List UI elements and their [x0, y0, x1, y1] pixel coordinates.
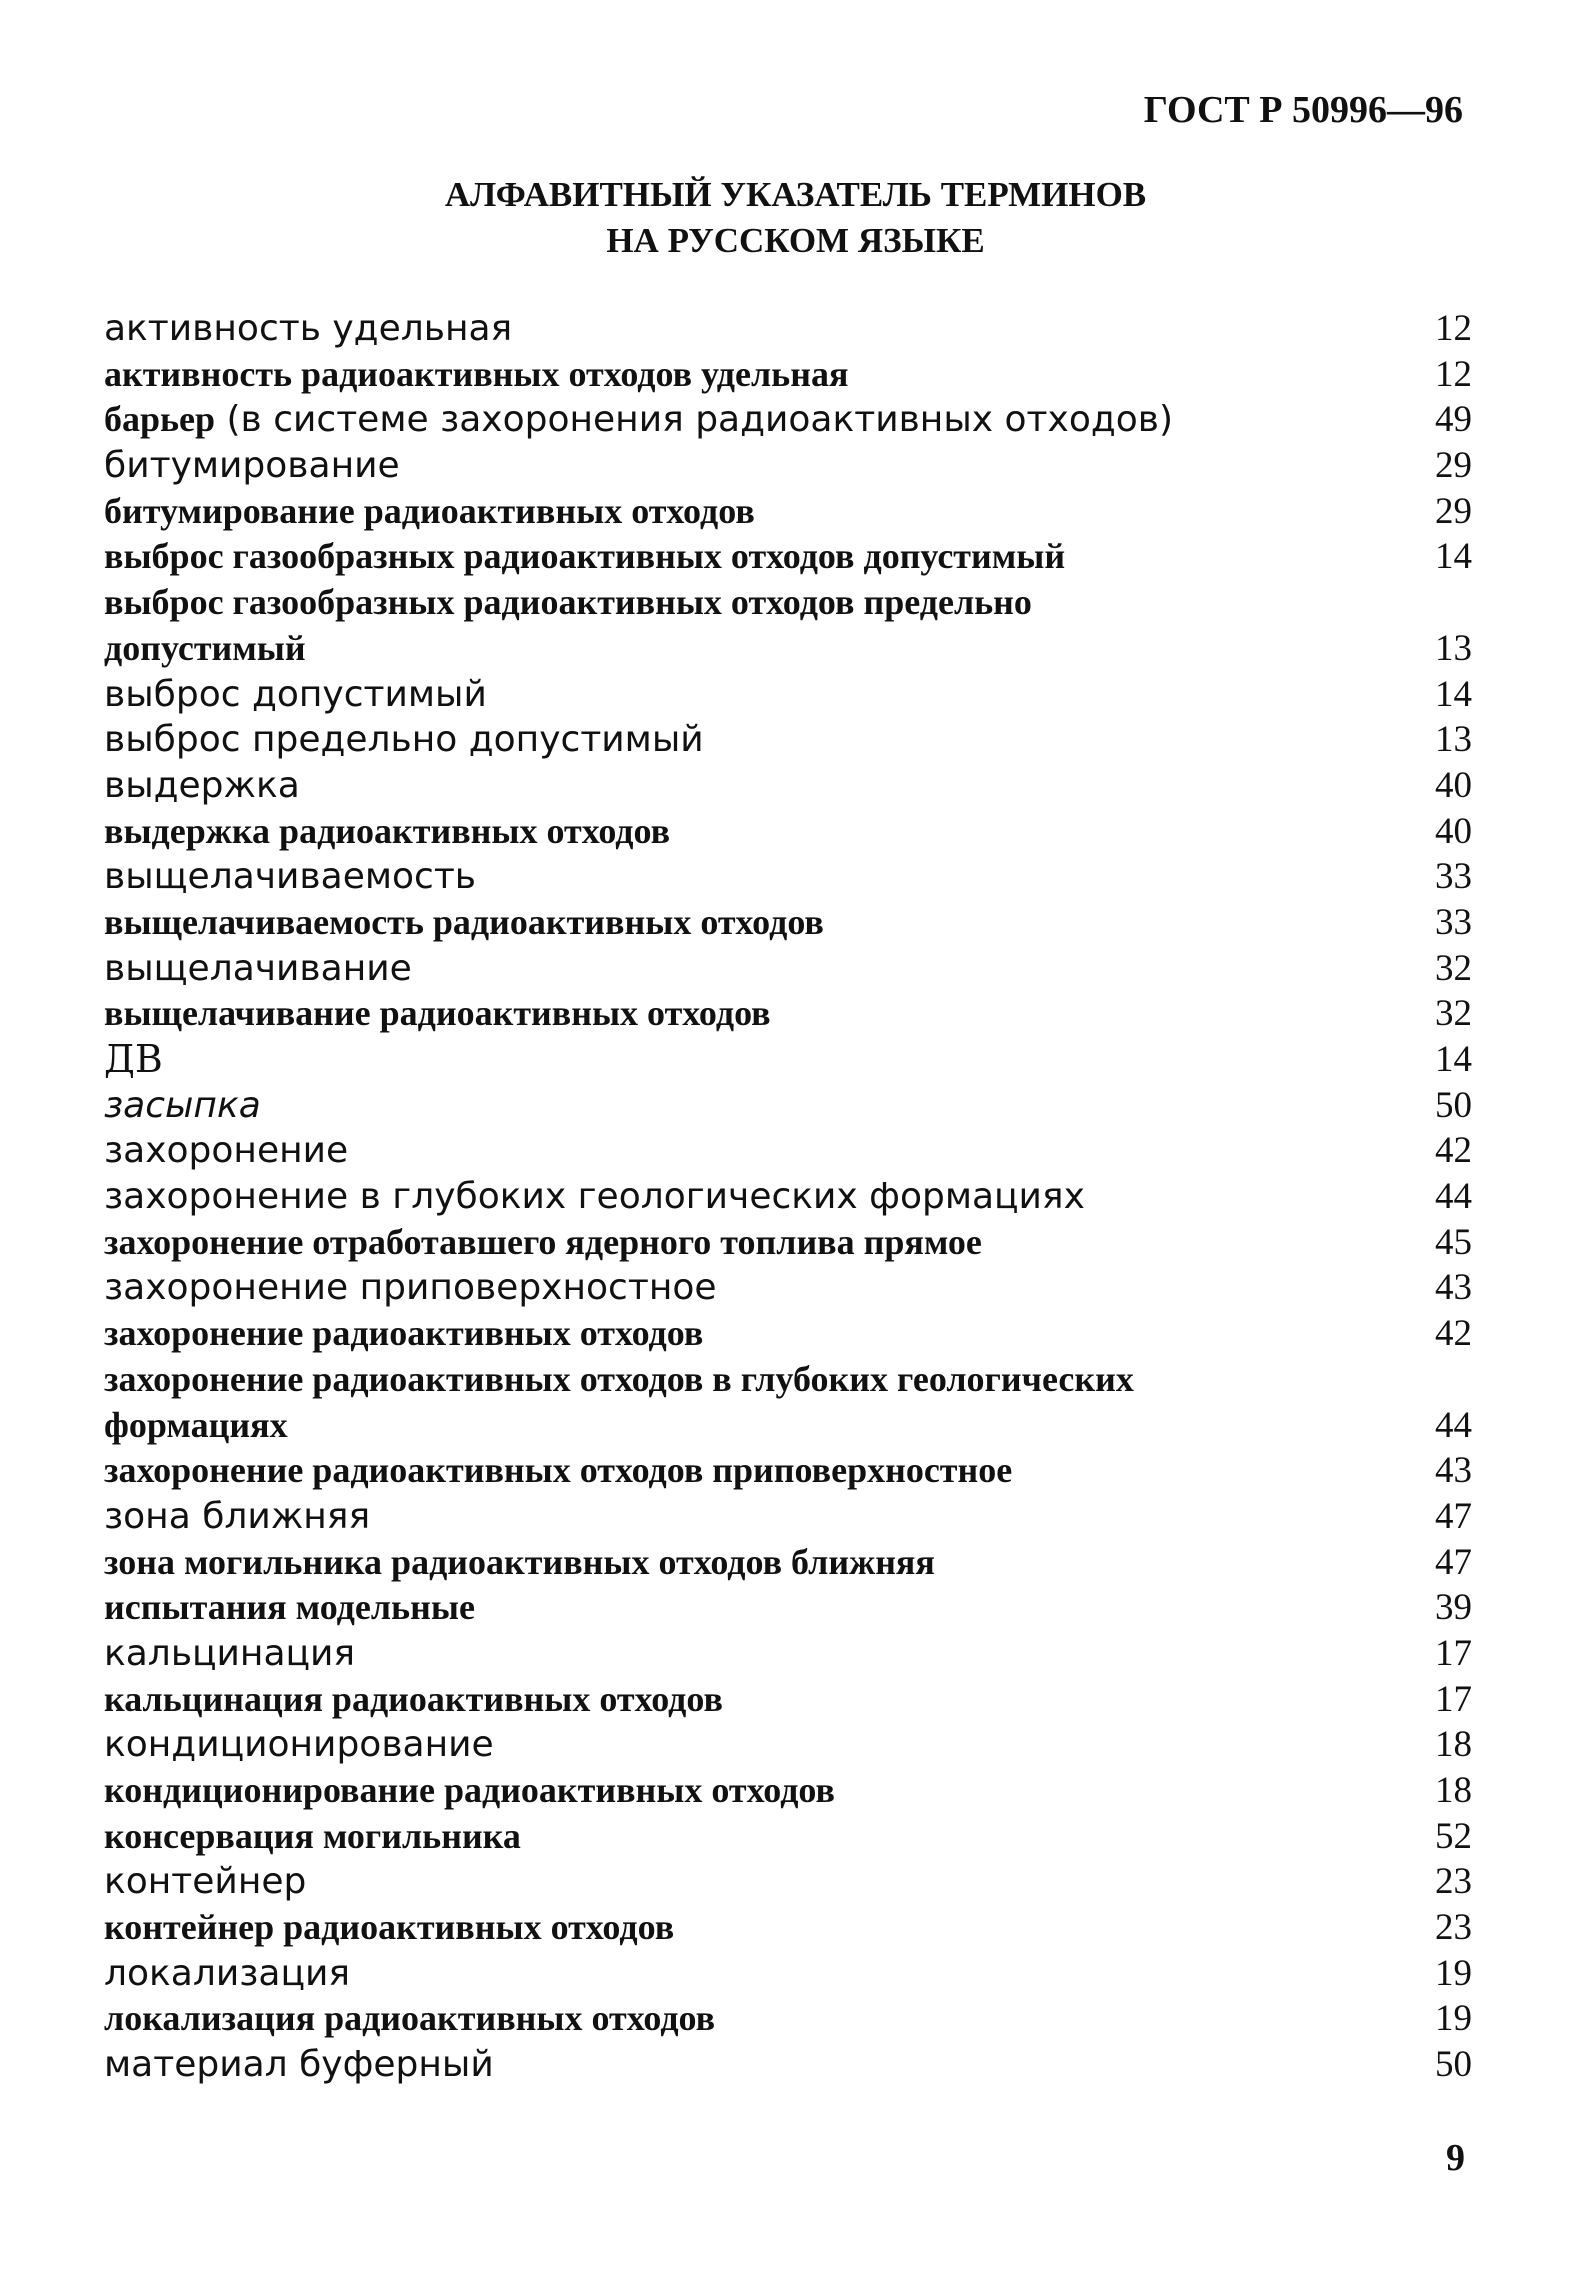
index-entry-term: [104, 763, 1402, 809]
index-entry: [104, 580, 1472, 671]
index-entry-term-main: барьер: [104, 399, 216, 440]
index-entry-term-line: консервация могильника: [104, 1815, 521, 1856]
index-entry-term-line: выщелачивание: [104, 947, 412, 989]
index-entry-page: 47: [1435, 1495, 1472, 1537]
index-entry: [104, 809, 1472, 855]
index-entry-term: [104, 1859, 1402, 1905]
index-entry: [104, 717, 1472, 763]
index-entry-term-line: захоронение радиоактивных отходов приповерхностное: [104, 1450, 1013, 1491]
index-entry-term-line: битумирование: [104, 445, 400, 487]
index-entry-page: 44: [1435, 1176, 1472, 1218]
page-number: 9: [1446, 2137, 1465, 2179]
index-entry-page: 47: [1435, 1541, 1472, 1583]
index-entry: [104, 1905, 1472, 1951]
document-code: ГОСТ Р 50996—96: [1143, 89, 1463, 131]
index-entry-term-line: выдержка: [104, 764, 300, 806]
index-entry-page: 50: [1435, 2044, 1472, 2086]
index-entry: [104, 1220, 1472, 1266]
index-entry-page: 43: [1435, 1267, 1472, 1309]
index-title: [0, 172, 1591, 264]
index-entry-term-qualifier: (в системе захоронения радиоактивных отходов): [215, 399, 1174, 441]
index-entry-page: 33: [1435, 856, 1472, 898]
index-entry-page: 18: [1435, 1724, 1472, 1766]
index-entry: [104, 991, 1472, 1037]
index-title-line-2: НА РУССКОМ ЯЗЫКЕ: [606, 221, 985, 260]
index-entry: [104, 1265, 1472, 1311]
index-entry: [104, 1814, 1472, 1860]
index-entry-term-line: битумирование радиоактивных отходов: [104, 490, 755, 531]
index-entry-term: [104, 1494, 1402, 1540]
index-entry-page: 42: [1435, 1130, 1472, 1172]
index-entry-term: [104, 1814, 1402, 1860]
index-entry-term-line: кондиционирование: [104, 1724, 494, 1766]
index-entry: [104, 1631, 1472, 1677]
index-entry-page: 14: [1435, 1039, 1472, 1080]
index-entry-page: 13: [1435, 719, 1472, 761]
index-entry: [104, 2042, 1472, 2088]
index-entry-page: 12: [1435, 353, 1472, 395]
index-entry: [104, 1768, 1472, 1814]
index-entry-term: [104, 854, 1402, 900]
index-entry-term-line: захоронение радиоактивных отходов: [104, 1313, 704, 1354]
index-entry-term: [104, 1265, 1402, 1311]
index-entry-term: [104, 1905, 1402, 1951]
index-entry-page: 40: [1435, 810, 1472, 852]
index-entry-term: [104, 1037, 1402, 1083]
index-entry-term: [104, 946, 1402, 992]
index-entry-term: [104, 809, 1402, 855]
index-entry-page: 45: [1435, 1221, 1472, 1263]
index-entry-term: [104, 1768, 1402, 1814]
index-entry-page: 23: [1435, 1861, 1472, 1903]
index-entry-term: [104, 397, 1402, 443]
index-entry: [104, 443, 1472, 489]
index-entry-term: [104, 1540, 1402, 1586]
index-entry: [104, 1996, 1472, 2042]
term-index-list: [104, 306, 1472, 2088]
index-entry-page: 29: [1435, 445, 1472, 487]
index-entry: [104, 672, 1472, 718]
index-entry-page: 40: [1435, 764, 1472, 806]
index-entry-term: [104, 1220, 1402, 1266]
index-entry-page: 50: [1435, 1084, 1472, 1126]
index-entry-term-line: допустимый: [104, 627, 306, 668]
index-entry-term: [104, 1585, 1402, 1631]
index-entry-term-line: кальцинация радиоактивных отходов: [104, 1678, 723, 1719]
index-entry: [104, 1540, 1472, 1586]
index-entry-term-line: ДВ: [104, 1037, 163, 1081]
index-entry-term: [104, 1174, 1402, 1220]
index-entry-term: [104, 443, 1402, 489]
index-entry: [104, 1494, 1472, 1540]
index-entry: [104, 1128, 1472, 1174]
index-entry: [104, 306, 1472, 352]
index-entry-term-line: испытания модельные: [104, 1587, 475, 1628]
index-entry-term-line: активность удельная: [104, 307, 513, 349]
index-entry-page: 14: [1435, 536, 1472, 578]
index-entry-page: 12: [1435, 307, 1472, 349]
index-entry-term-line: захоронение радиоактивных отходов в глубоких геологических: [104, 1358, 1134, 1399]
index-entry-term-line: контейнер: [104, 1861, 307, 1903]
index-entry-term-line: выброс газообразных радиоактивных отходов допустимый: [104, 536, 1066, 577]
index-entry-term: [104, 1128, 1402, 1174]
index-entry: [104, 1951, 1472, 1997]
index-entry: [104, 1859, 1472, 1905]
index-entry-page: 49: [1435, 399, 1472, 441]
index-entry: [104, 1083, 1472, 1129]
index-entry-term-line: материал буферный: [104, 2044, 494, 2086]
index-entry-term-line: формациях: [104, 1404, 288, 1445]
index-entry-term-line: захоронение в глубоких геологических формациях: [104, 1176, 1085, 1218]
index-entry: [104, 534, 1472, 580]
index-entry-term-line: зона ближняя: [104, 1495, 371, 1537]
index-entry-page: 23: [1435, 1907, 1472, 1949]
index-entry-term: [104, 1311, 1402, 1357]
index-entry-term: [104, 306, 1402, 352]
index-entry-term: [104, 1357, 1402, 1448]
index-entry: [104, 946, 1472, 992]
index-entry-term: [104, 1951, 1402, 1997]
index-entry-term-line: зона могильника радиоактивных отходов ближняя: [104, 1541, 935, 1582]
index-entry-term-line: выщелачивание радиоактивных отходов: [104, 993, 771, 1034]
index-entry: [104, 1448, 1472, 1494]
index-entry-page: 17: [1435, 1632, 1472, 1674]
index-entry-term-line: локализация: [104, 1952, 351, 1994]
index-entry-term-line: выщелачиваемость радиоактивных отходов: [104, 901, 824, 942]
index-entry-page: 43: [1435, 1450, 1472, 1492]
index-entry: [104, 1585, 1472, 1631]
index-entry-page: 52: [1435, 1815, 1472, 1857]
index-entry-page: 42: [1435, 1313, 1472, 1355]
index-entry-page: 39: [1435, 1587, 1472, 1629]
index-entry-page: 14: [1435, 673, 1472, 715]
index-entry-term: [104, 2042, 1402, 2088]
index-entry-page: 44: [1435, 1404, 1472, 1446]
index-entry-page: 29: [1435, 490, 1472, 532]
index-entry-page: 32: [1435, 993, 1472, 1035]
index-entry: [104, 900, 1472, 946]
index-entry-term-line: выброс допустимый: [104, 673, 487, 715]
index-entry-term-line: выброс газообразных радиоактивных отходов предельно: [104, 582, 1032, 623]
index-entry-term: [104, 717, 1402, 763]
index-title-line-1: АЛФАВИТНЫЙ УКАЗАТЕЛЬ ТЕРМИНОВ: [444, 175, 1147, 214]
index-entry-term: [104, 1631, 1402, 1677]
index-entry-term: [104, 352, 1402, 398]
index-entry-term-line: локализация радиоактивных отходов: [104, 1998, 716, 2039]
index-entry: [104, 1037, 1472, 1083]
index-entry-term: [104, 534, 1402, 580]
index-entry-term-line: захоронение отработавшего ядерного топлива прямое: [104, 1221, 982, 1262]
index-entry-term: [104, 1448, 1402, 1494]
index-entry: [104, 397, 1472, 443]
index-entry-term-line: кондиционирование радиоактивных отходов: [104, 1770, 835, 1811]
index-entry: [104, 1677, 1472, 1723]
index-entry-page: 17: [1435, 1678, 1472, 1720]
index-entry-term-line: активность радиоактивных отходов удельная: [104, 353, 849, 394]
index-entry-term-line: засыпка: [104, 1084, 261, 1126]
index-entry-term-line: выдержка радиоактивных отходов: [104, 810, 671, 851]
index-entry-page: 13: [1435, 627, 1472, 669]
index-entry: [104, 489, 1472, 535]
index-entry-page: 19: [1435, 1952, 1472, 1994]
index-entry-term: [104, 1722, 1402, 1768]
index-entry-term-line: захоронение: [104, 1130, 349, 1172]
index-entry-term: [104, 672, 1402, 718]
index-entry-term-line: кальцинация: [104, 1632, 356, 1674]
index-entry-page: 19: [1435, 1998, 1472, 2040]
index-entry: [104, 1311, 1472, 1357]
index-entry: [104, 352, 1472, 398]
index-entry-term-line: контейнер радиоактивных отходов: [104, 1907, 675, 1948]
index-entry: [104, 854, 1472, 900]
index-entry-term-line: захоронение приповерхностное: [104, 1267, 717, 1309]
index-entry-term: [104, 900, 1402, 946]
index-entry-term-line: выброс предельно допустимый: [104, 719, 704, 761]
index-entry-term: [104, 1083, 1402, 1129]
index-entry-page: 33: [1435, 901, 1472, 943]
index-entry-term: [104, 1996, 1402, 2042]
index-entry: [104, 1174, 1472, 1220]
index-entry-term: [104, 580, 1402, 671]
index-entry: [104, 1357, 1472, 1448]
index-entry-term: [104, 991, 1402, 1037]
index-entry-page: 32: [1435, 947, 1472, 989]
index-entry-page: 18: [1435, 1770, 1472, 1812]
index-entry: [104, 763, 1472, 809]
index-entry: [104, 1722, 1472, 1768]
index-entry-term: [104, 1677, 1402, 1723]
index-entry-term: [104, 489, 1402, 535]
index-entry-term-line: выщелачиваемость: [104, 856, 477, 898]
